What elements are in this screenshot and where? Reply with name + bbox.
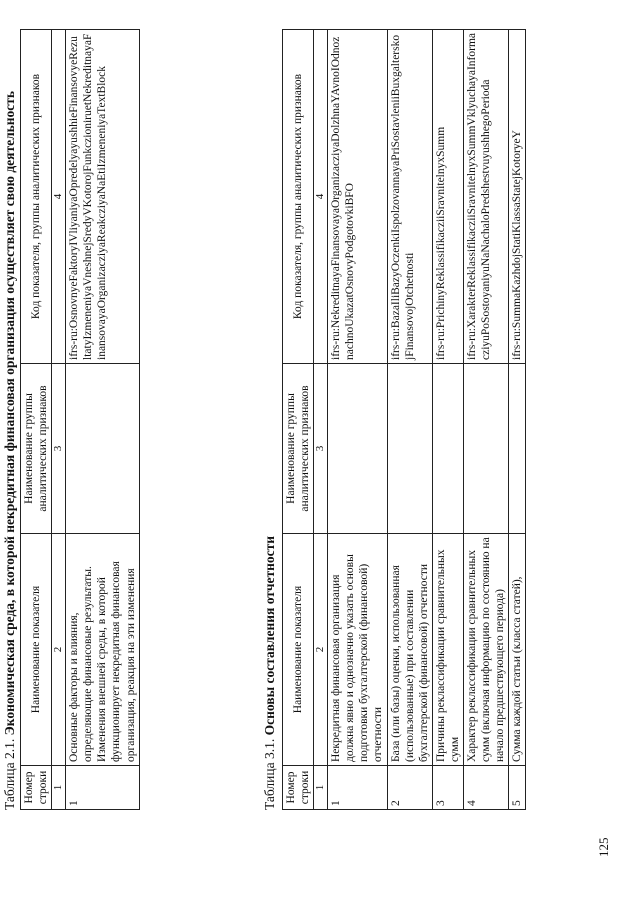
column-index: 1: [314, 766, 328, 810]
indicator-code: ifrs-ru:XarakterReklassifikacziiSravnitelnyxSummVklyuchayaInformacziyuPoSostoyaniyuNaNachaloPredshestvuyushhegoPerioda: [463, 30, 508, 364]
indicator-code: ifrs-ru:OsnovnyeFaktoryIVliyaniyaOpredelyayushhieFinansovyeRezultatyIzmeneniyaVneshnejSredyVKotorojFunkczioniruetNekreditnayaFinansovayaOrganizacziyaReakcziyaNaEtiIzmeneniyaTextBlock: [66, 30, 139, 364]
indicator-name: Некредитная финансовая организация должна явно и однозначно указать основы подготовки бухгалтерской (финансовой) отчетности: [328, 534, 387, 766]
table-2-caption-prefix: Таблица 3.1.: [262, 738, 277, 810]
indicator-name: Основные факторы и влияния, определяющие финансовые результаты. Изменения внешней среды, в которой функционирует некредитная финансовая организация, реакция на эти изменения: [66, 534, 139, 766]
column-index: 2: [314, 534, 328, 766]
table-row: [328, 30, 387, 810]
group-name: [463, 364, 508, 534]
table-header-row: [21, 30, 52, 810]
header-group-name: Наименование группы аналитических признаков: [283, 364, 314, 534]
indicator-code: ifrs-ru:PrichinyReklassifikacziiSravnitelnyxSumm: [432, 30, 463, 364]
indicator-name: База (или базы) оценки, использованная (использованные) при составлении бухгалтерской (финансовой) отчетности: [387, 534, 432, 766]
row-number: 1: [328, 766, 387, 810]
table-1-caption: [2, 91, 18, 810]
group-name: [432, 364, 463, 534]
indicator-code: ifrs-ru:SummaKazhdojStatiKlassaStatejKotoryeY: [508, 30, 525, 364]
table-economic-environment: [20, 29, 140, 810]
header-indicator-name: Наименование показателя: [21, 534, 52, 766]
column-index: 3: [52, 364, 66, 534]
group-name: [66, 364, 139, 534]
group-name: [328, 364, 387, 534]
group-name: [508, 364, 525, 534]
table-row: [508, 30, 525, 810]
header-indicator-code: Код показателя, группы аналитических признаков: [21, 30, 52, 364]
column-index: 1: [52, 766, 66, 810]
header-indicator-code: Код показателя, группы аналитических признаков: [283, 30, 314, 364]
table-row: [66, 30, 139, 810]
table-row: [463, 30, 508, 810]
row-number: 1: [66, 766, 139, 810]
table-header-row: [283, 30, 314, 810]
header-group-name: Наименование группы аналитических признаков: [21, 364, 52, 534]
header-indicator-name: Наименование показателя: [283, 534, 314, 766]
column-index: 3: [314, 364, 328, 534]
page-number: 125: [596, 837, 611, 857]
table-1-caption-prefix: Таблица 2.1.: [2, 738, 17, 810]
group-name: [387, 364, 432, 534]
header-row-number: Номер строки: [283, 766, 314, 810]
table-reporting-basis: [282, 29, 526, 810]
table-row: [432, 30, 463, 810]
row-number: 3: [432, 766, 463, 810]
indicator-code: ifrs-ru:NekreditnayaFinansovayaOrganizacziyaDolzhnaYAvnoIOdnoznachnoUkazatOsnovyPodgotovkiBFO: [328, 30, 387, 364]
column-index-row: [52, 30, 66, 810]
header-row-number: Номер строки: [21, 766, 52, 810]
row-number: 4: [463, 766, 508, 810]
column-index-row: [314, 30, 328, 810]
row-number: 5: [508, 766, 525, 810]
column-index: 4: [52, 30, 66, 364]
indicator-name: Характер реклассификации сравнительных сумм (включая информацию по состоянию на начало предшествующего периода): [463, 534, 508, 766]
indicator-code: ifrs-ru:BazaIliBazyOczenkiIspolzovannayaPriSostavleniiBuxgalterskojFinansovojOtchetnosti: [387, 30, 432, 364]
indicator-name: Причины реклассификации сравнительных сумм: [432, 534, 463, 766]
table-row: [387, 30, 432, 810]
column-index: 2: [52, 534, 66, 766]
table-1-caption-title: Экономическая среда, в которой некредитная финансовая организация осуществляет свою деятельность: [2, 90, 17, 736]
column-index: 4: [314, 30, 328, 364]
indicator-name: Сумма каждой статьи (класса статей),: [508, 534, 525, 766]
table-2-caption-title: Основы составления отчетности: [262, 535, 277, 736]
row-number: 2: [387, 766, 432, 810]
table-2-caption: [262, 536, 278, 810]
